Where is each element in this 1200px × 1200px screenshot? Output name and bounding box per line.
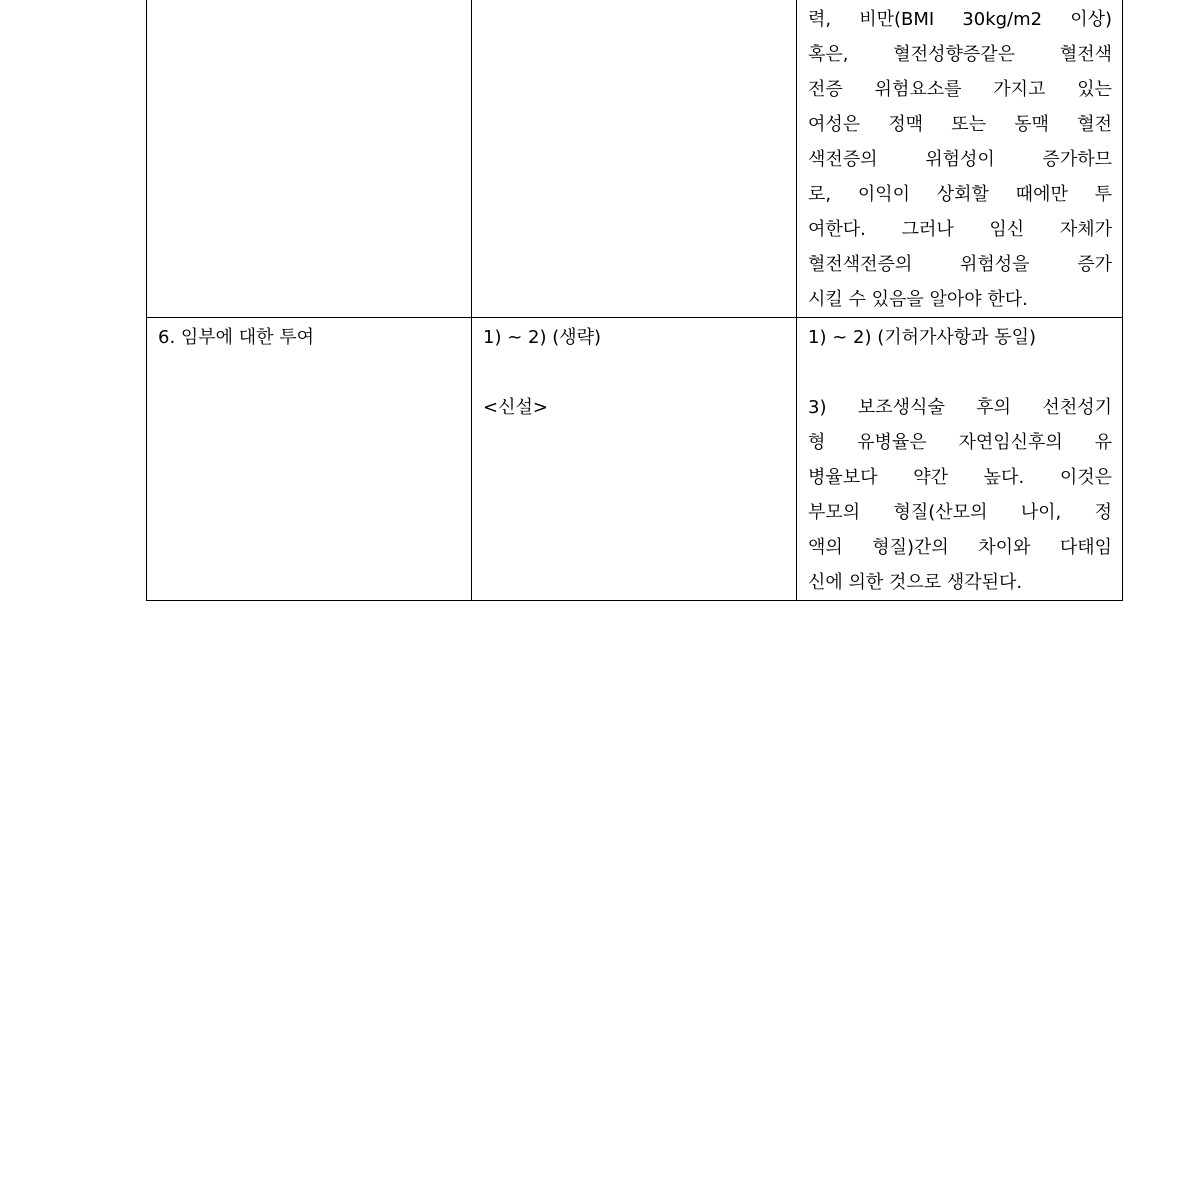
text-line: 여한다. 그러나 임신 자체가 xyxy=(808,219,1112,240)
text-line: 3) 보조생식술 후의 선천성기 xyxy=(808,397,1112,418)
table-cell-revised xyxy=(797,318,1123,601)
text-line: 색전증의 위험성이 증가하므 xyxy=(808,149,1112,170)
new-item-marker: <신설> xyxy=(483,397,548,418)
blank-line xyxy=(808,355,1112,390)
text-line: 시킬 수 있음을 알아야 한다. xyxy=(808,289,1028,310)
text-line: 신에 의한 것으로 생각된다. xyxy=(808,572,1023,593)
text-line: 병율보다 약간 높다. 이것은 xyxy=(808,467,1112,488)
text-line: 혹은, 혈전성향증같은 혈전색 xyxy=(808,44,1112,65)
section-heading: 6. 임부에 대한 투여 xyxy=(158,327,315,348)
table-cell-category xyxy=(147,318,472,601)
table-cell-category xyxy=(147,0,472,318)
text-line: 1) ~ 2) (생략) xyxy=(483,327,602,348)
table-row xyxy=(147,318,1123,601)
text-line: 1) ~ 2) (기허가사항과 동일) xyxy=(808,327,1037,348)
text-line: 여성은 정맥 또는 동맥 혈전 xyxy=(808,114,1112,135)
comparison-table xyxy=(146,0,1123,601)
text-line: 액의 형질)간의 차이와 다태임 xyxy=(808,537,1112,558)
table-row xyxy=(147,0,1123,318)
text-line: 형 유병율은 자연임신후의 유 xyxy=(808,432,1112,453)
blank-line xyxy=(483,355,786,390)
table-cell-current xyxy=(472,0,797,318)
text-line: 력, 비만(BMI 30kg/m2 이상) xyxy=(808,9,1112,30)
text-line: 부모의 형질(산모의 나이, 정 xyxy=(808,502,1112,523)
table-cell-revised xyxy=(797,0,1123,318)
text-line: 혈전색전증의 위험성을 증가 xyxy=(808,254,1112,275)
table-cell-current xyxy=(472,318,797,601)
text-line: 로, 이익이 상회할 때에만 투 xyxy=(808,184,1112,205)
text-line: 전증 위험요소를 가지고 있는 xyxy=(808,79,1112,100)
